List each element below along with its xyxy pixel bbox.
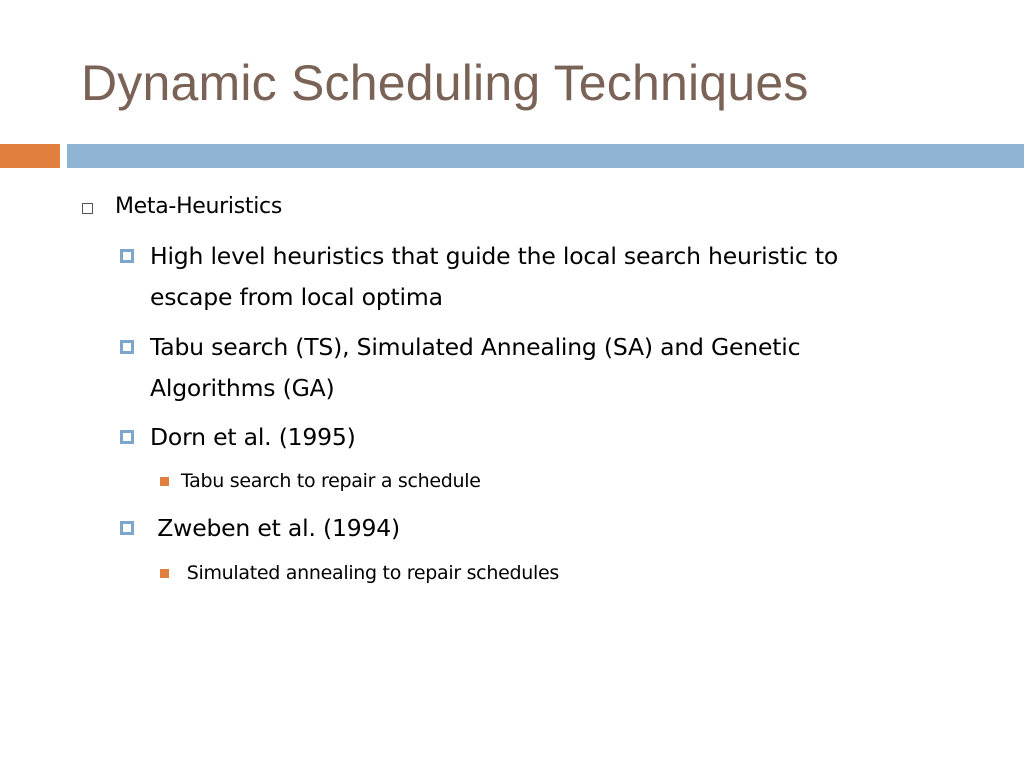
blue-framed-square-bullet-icon [120, 430, 134, 444]
bullet-text: Simulated annealing to repair schedules [181, 562, 559, 584]
bullet-text: Tabu search to repair a schedule [181, 470, 481, 492]
bullet-text: Zweben et al. (1994) [150, 514, 400, 542]
bullet-text: Meta-Heuristics [115, 194, 282, 219]
bullet-text-line: escape from local optima [150, 283, 443, 311]
blue-framed-square-bullet-icon [120, 249, 134, 263]
bullet-text-line: Tabu search (TS), Simulated Annealing (SA) and Genetic [150, 333, 801, 361]
blue-framed-square-bullet-icon [120, 521, 134, 535]
accent-bar-orange [0, 144, 60, 168]
hollow-square-bullet-icon [82, 203, 93, 214]
bullet-text-line: High level heuristics that guide the local search heuristic to [150, 242, 839, 270]
orange-square-bullet-icon [160, 569, 169, 578]
slide-title: Dynamic Scheduling Techniques [81, 55, 809, 111]
bullet-text: Dorn et al. (1995) [150, 423, 356, 451]
orange-square-bullet-icon [160, 477, 169, 486]
blue-framed-square-bullet-icon [120, 340, 134, 354]
accent-bar-blue [67, 144, 1024, 168]
bullet-text-line: Algorithms (GA) [150, 374, 335, 402]
